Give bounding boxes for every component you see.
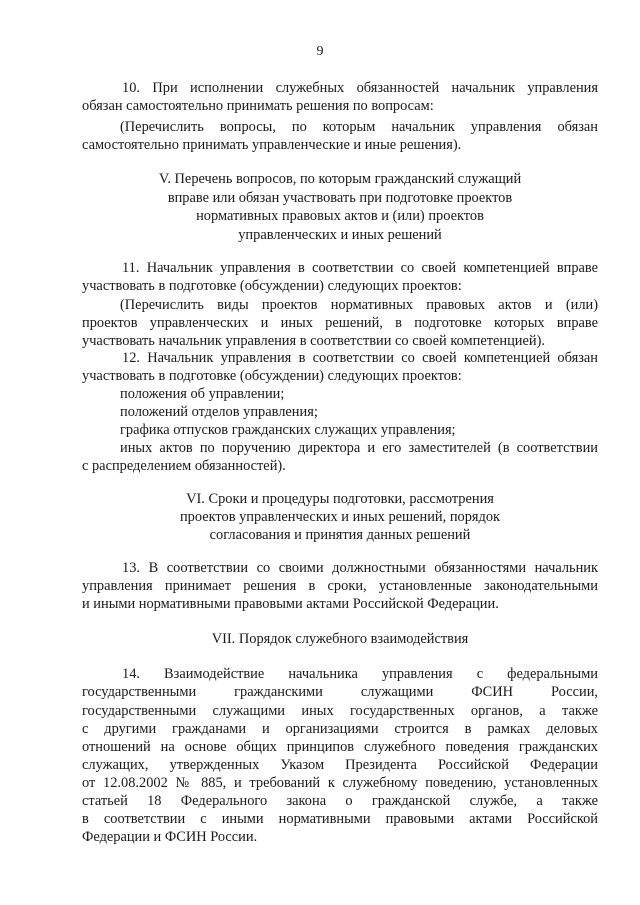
section5-title-line-4: управленческих и иных решений <box>238 227 442 243</box>
item12-line-4: положений отделов управления; <box>120 404 318 420</box>
item11-line-3: (Перечислить виды проектов нормативных правовых актов и (или) <box>120 297 598 313</box>
item11-line-4: проектов управленческих и иных решений, в подготовке которых вправе <box>82 315 598 331</box>
item13-line-3: и иными нормативными правовыми актами Российской Федерации. <box>82 596 499 612</box>
item12-line-2: участвовать в подготовке (обсуждении) следующих проектов: <box>82 368 462 384</box>
item12-line-5: графика отпусков гражданских служащих управления; <box>120 422 456 438</box>
item10-line-1: 10. При исполнении служебных обязанностей начальник управления <box>122 80 598 96</box>
item12-line-6: иных актов по поручению директора и его заместителей (в соответствии <box>120 440 598 456</box>
item14-line-2: государственными гражданскими служащими ФСИН России, <box>82 684 598 700</box>
item12-line-7: с распределением обязанностей). <box>82 458 286 474</box>
section5-title-line-3: нормативных правовых актов и (или) проектов <box>196 208 484 224</box>
item14-line-6: служащих, утвержденных Указом Президента Российской Федерации <box>82 757 598 773</box>
section6-title-line-1: VI. Сроки и процедуры подготовки, рассмотрения <box>186 491 494 507</box>
item10-line-4: самостоятельно принимать управленческие и иные решения). <box>82 137 462 153</box>
item10-line-2: обязан самостоятельно принимать решения по вопросам: <box>82 98 434 114</box>
page-number: 9 <box>316 44 324 59</box>
section6-title-line-2: проектов управленческих и иных решений, порядок <box>179 509 501 525</box>
item14-line-7: от 12.08.2002 № 885, и требований к служебному поведению, установленных <box>82 775 598 791</box>
item12-line-3: положения об управлении; <box>120 386 285 402</box>
item10-line-3: (Перечислить вопросы, по которым начальник управления обязан <box>120 119 598 135</box>
item12-line-1: 12. Начальник управления в соответствии со своей компетенцией обязан <box>122 350 598 366</box>
section5-title-line-1: V. Перечень вопросов, по которым гражданский служащий <box>158 171 522 187</box>
item13-line-1: 13. В соответствии со своими должностными обязанностями начальник <box>122 560 598 576</box>
item11-line-2: участвовать в подготовке (обсуждении) следующих проектов: <box>82 278 462 294</box>
item14-line-5: отношений на основе общих принципов служебного поведения гражданских <box>82 739 598 755</box>
section6-title-line-3: согласования и принятия данных решений <box>209 527 471 543</box>
item14-line-8: статьей 18 Федерального закона о гражданской службе, а также <box>82 793 598 809</box>
item14-line-1: 14. Взаимодействие начальника управления с федеральными <box>122 666 598 682</box>
item14-line-9: в соответствии с иными нормативными правовыми актами Российской <box>82 811 598 827</box>
item13-line-2: управления принимает решения в сроки, установленные законодательными <box>82 578 598 594</box>
item14-line-10: Федерации и ФСИН России. <box>82 829 258 845</box>
section5-title-line-2: вправе или обязан участвовать при подготовке проектов <box>167 190 513 206</box>
item14-line-3: государственными служащими иных государственных органов, а также <box>82 703 598 719</box>
section7-title: VII. Порядок служебного взаимодействия <box>211 631 469 647</box>
item11-line-5: участвовать начальник управления в соответствии со своей компетенцией). <box>82 333 545 349</box>
item11-line-1: 11. Начальник управления в соответствии со своей компетенцией вправе <box>122 260 598 276</box>
item14-line-4: с другими гражданами и организациями строится в рамках деловых <box>82 721 598 737</box>
